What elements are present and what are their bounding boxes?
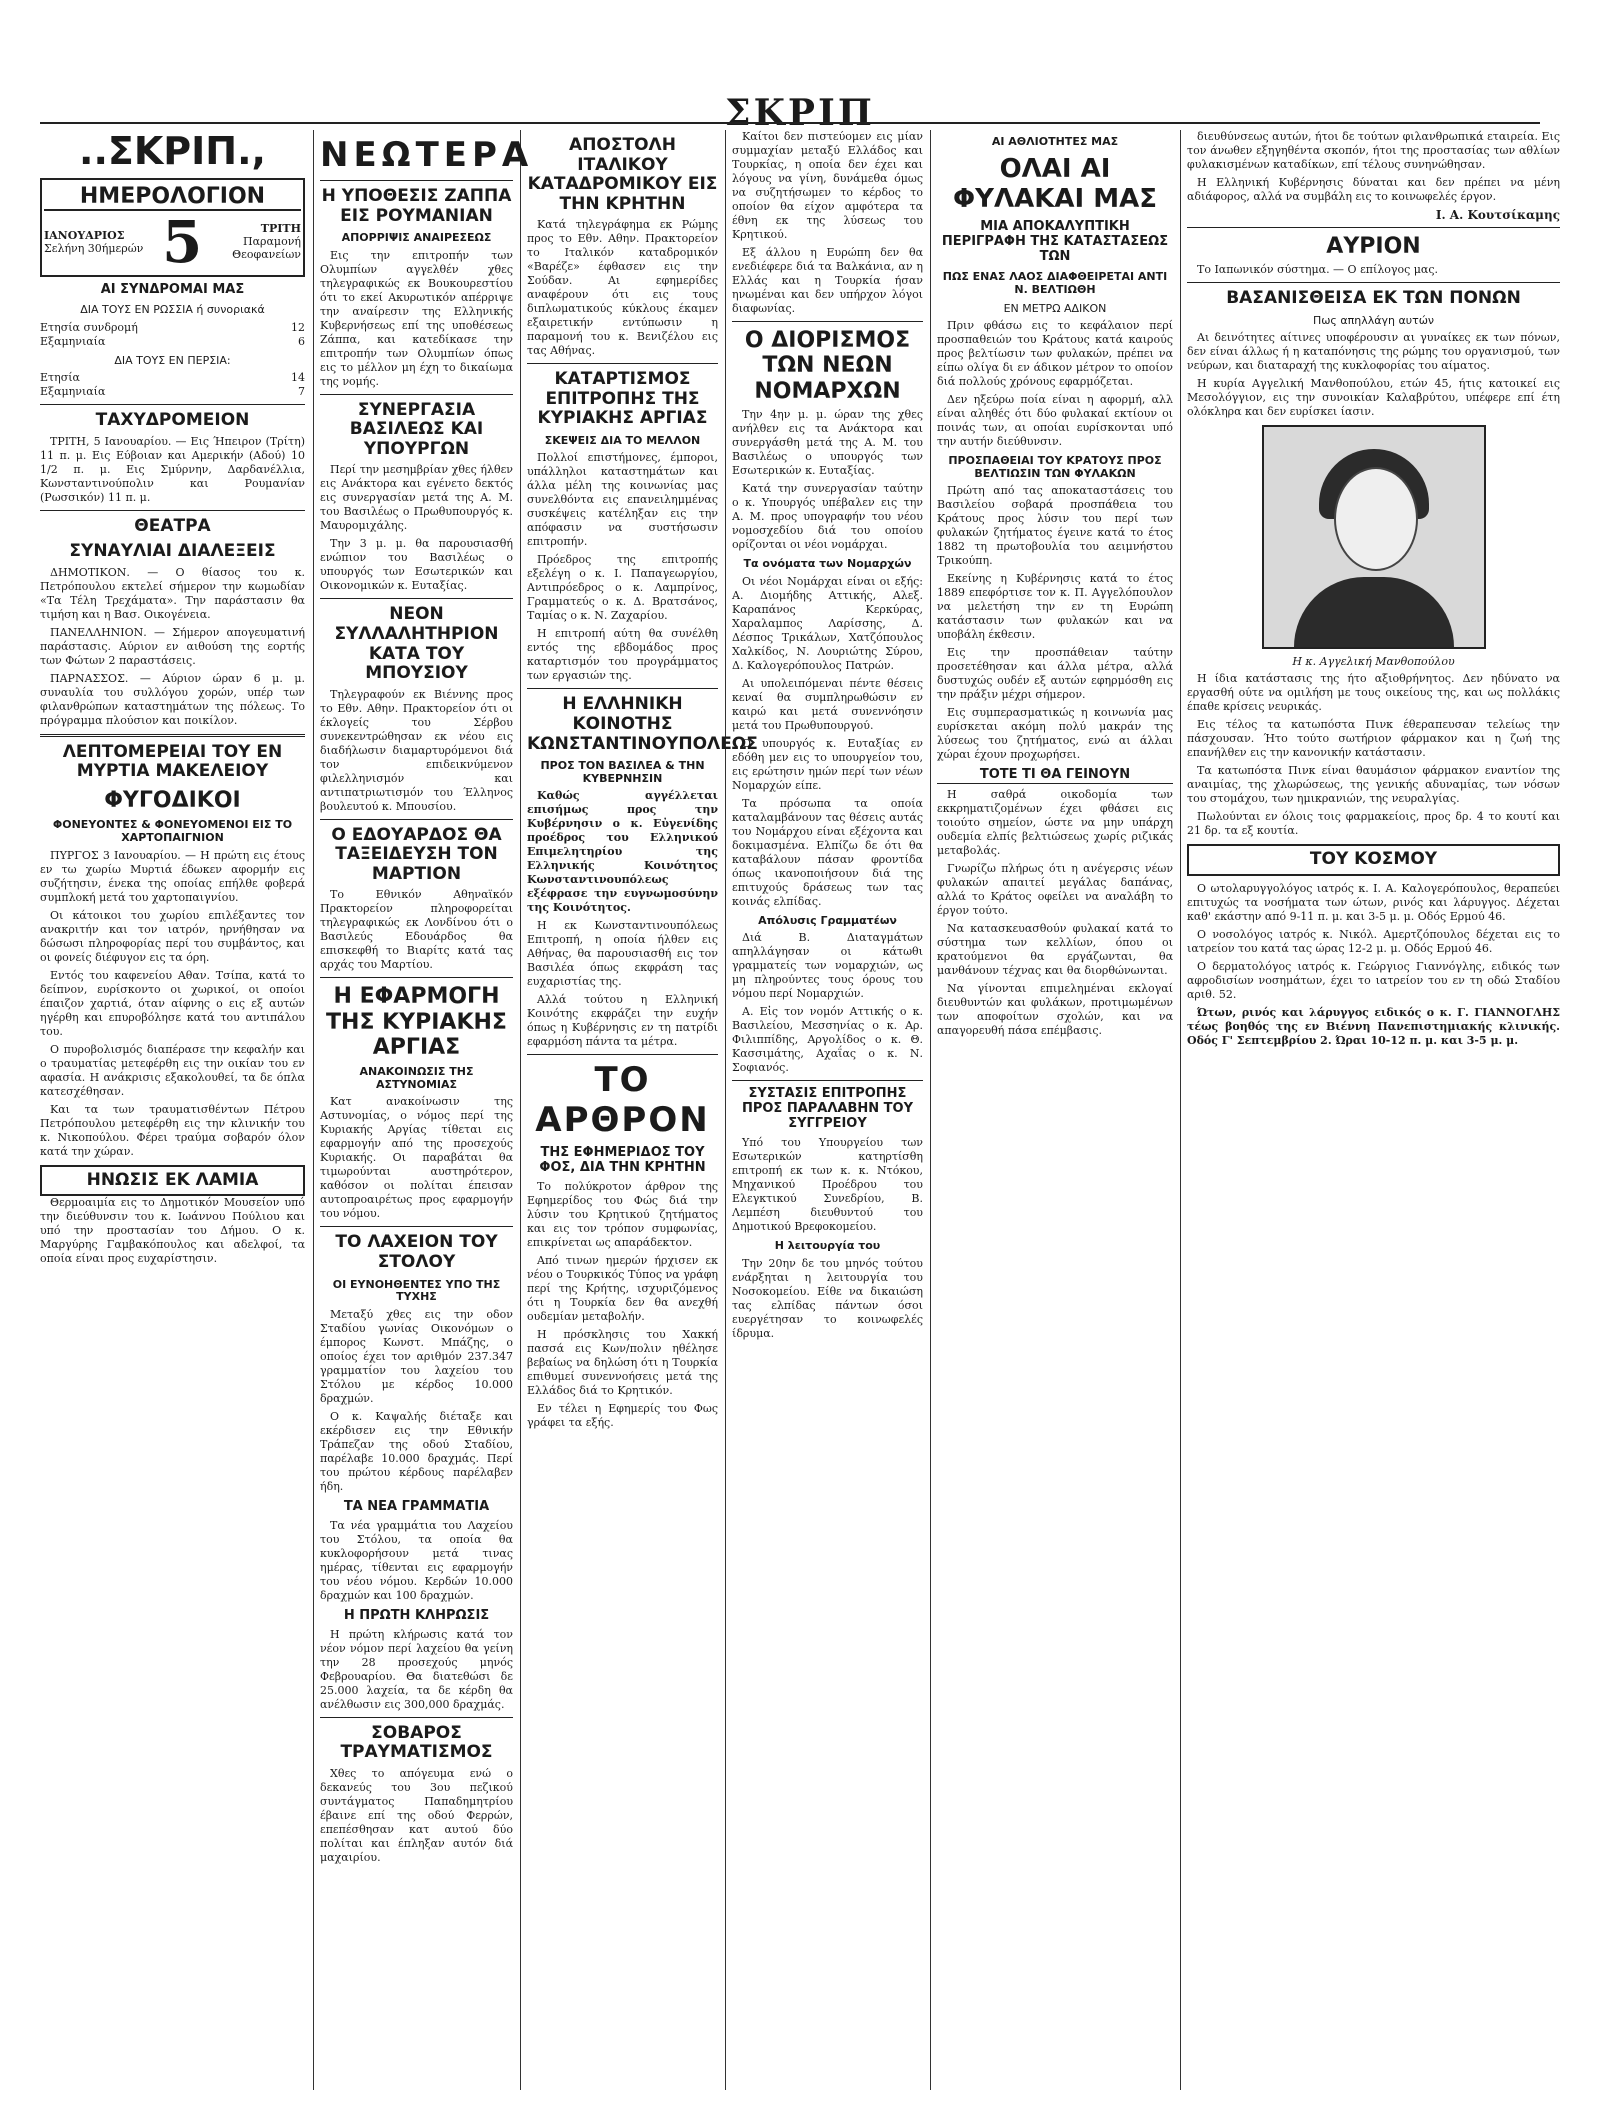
article-paragraph: Την 4ην μ. μ. ώραν της χθες ανήλθεν εις τα Ανάκτορα και συνεργάσθη μετά της Α. Μ. του Βασιλέως ο υπουργός των Εσωτερικών κ. Ευταξίας.	[732, 407, 923, 477]
portrait-image	[1262, 425, 1486, 649]
article-paragraph: Γνωρίζω πλήρως ότι η ανέγερσις νέων φυλακών απαιτεί μεγάλας δαπάνας, αλλά το Κράτος οφείλει να αναλάβη το έργον τούτο.	[937, 862, 1173, 918]
divider	[320, 598, 513, 599]
calendar-feast: Παραμονή Θεοφανείων	[232, 235, 301, 262]
lamia-box	[40, 1165, 305, 1197]
article-paragraph: Τηλεγραφούν εκ Βιέννης προς το Εθν. Αθην. Πρακτορείον ότι οι έκλογείς του Σέρβου συνεκεντρώθησαν εκ νέου εις διαδήλωσιν διαμαρτυρόμενοι διά τον επιδεικνύμενον φιλελληνισμόν και αντιπατριωτισμόν του Έλληνος βουλευτού κ. Μπουσίου.	[320, 687, 513, 813]
article-paragraph: Την 3 μ. μ. θα παρουσιασθή ενώπιον του Βασιλέως ο υπουργός των Εσωτερικών και Οικονομικών κ. Ευταξίας.	[320, 537, 513, 593]
article-paragraph: Κατ ανακοίνωσιν της Αστυνομίας, ο νόμος περί της Κυριακής Αργίας τίθεται εις εφαρμογήν από της προσεχούς Κυριακής. Οι παραβάται θα τιμωρούνται αυστηρότερον, καθόσον οι πολίται έπεισαν αυτοπροαιρέτως προς εφαρμογήν του νόμου.	[320, 1095, 513, 1221]
divider	[320, 1226, 513, 1227]
article-paragraph: Αι δεινότητες αίτινες υποφέρουσιν αι γυναίκες εκ των πόνων, δεν είναι άλλως ή η καταπόνησις της ρώμης του οργανισμού, των νεύρων, και διαταραχή της κυκλοφορίας του αίματος.	[1187, 331, 1560, 373]
article-paragraph: Εντός του καφενείου Αθαν. Τσίπα, κατά το δείπνον, ευρίσκοντο οι χωρικοί, οι οποίοι έπαιζον χαρτιά, όταν αίφνης ο εις εξ αυτών ηγέρθη και επυροβόλησε κατά του αντιπάλου του.	[40, 968, 305, 1038]
article-paragraph: Ο ωτολαρυγγολόγος ιατρός κ. Ι. Α. Καλογερόπουλος, θεραπεύει επιτυχώς τα νοσήματα των ώτων, ρινός και λάρυγγος. Δέχεται καθ' εκάστην από 9-11 π. μ. και 3-5 μ. μ. Οδός Ερμού 46.	[1187, 882, 1560, 924]
subscription-row	[40, 321, 305, 335]
article-paragraph: διευθύνσεως αυτών, ήτοι δε τούτων φιλανθρωπικά εταιρεία. Εις τον άνωθεν εξηγηθέντα σκοπόν, ήτοι της προστασίας των αθλίων φυλακισμένων καταδίκων, επί τέλους συνηνώθησαν.	[1187, 130, 1560, 171]
article-paragraph: Πρώτη από τας αποκαταστάσεις του Βασιλείου σοβαρά προσπάθεια του Κράτους προς λύσιν του περί των φυλακών ζητήματος έγεινε κατά το έτος 1882 τη πρωτοβουλία του αειμνήστου Τρικούπη.	[937, 484, 1173, 568]
divider	[320, 1717, 513, 1718]
divider	[40, 734, 305, 737]
article-paragraph: Καίτοι δεν πιστεύομεν εις μίαν συμμαχίαν μεταξύ Ελλάδος και Τουρκίας, η οποία δεν έχει και λόγους να γίνη, δυνάμεθα όμως να συζητήσωμεν το κέρδος το οποίον θα είχον αμφότερα τα έθνη εκ της λύσεως του Κρητικού.	[732, 130, 923, 241]
divider	[527, 1054, 718, 1055]
article-paragraph: Το Εθνικόν Αθηναϊκόν Πρακτορείον πληροφορείται τηλεγραφικώς εκ Λονδίνου ότι ο Βασιλεύς Εδουάρδος θα επισκεφθή το Βιαρίτς κατά τας αρχάς του Μαρτίου.	[320, 888, 513, 972]
column-rule	[1180, 130, 1181, 2090]
calendar-day: 5	[162, 207, 203, 276]
prison-subtitle: ΕΝ ΜΕΤΡΩ ΑΔΙΚΟΝ	[1003, 301, 1107, 315]
article-paragraph: Η επιτροπή αύτη θα συνέλθη εντός της εβδομάδος προς καταρτισμόν του προγράμματος των εργασιών της.	[527, 627, 718, 683]
article-paragraph: Οι νέοι Νομάρχαι είναι οι εξής: Α. Διομήδης Αττικής, Αλεξ. Καραπάνος Κερκύρας, Χαραλαμπος Λαρίσσης, Δ. Δέσπος Τρικάλων, Χατζόπουλος Χαλκίδος, Ν. Λουριώτης Σύρου, Δ. Καλογερόπουλος Πατρών.	[732, 574, 923, 672]
sub-label: Ετησία	[40, 371, 80, 385]
article-paragraph: Ο υπουργός κ. Ευταξίας εν εδόθη μεν εις το υπουργείον του, εις ερώτησιν ημών περί των νέων Νομαρχών είπε.	[732, 736, 923, 792]
article-paragraph: Κατά την συνεργασίαν ταύτην ο κ. Υπουργός υπέβαλεν εις την Α. Μ. προς υπογραφήν του νέου νομοσχεδίου διά του οποίου ορίζονται οι νέοι νομάρχαι.	[732, 481, 923, 551]
portrait-face	[1334, 467, 1418, 571]
article-paragraph: Αλλά τούτου η Ελληνική Κοινότης εκφράζει την ευχήν όπως η Κυβέρνησις εν τη πατρίδι εφαρμόση πάντα τα μέτρα.	[527, 993, 718, 1049]
article-paragraph: Η εκ Κωνσταντινουπόλεως Επιτροπή, η οποία ήλθεν εις Αθήνας, θα παρουσιασθή εις τον Βασιλέα όπως εκφράση τας ευχαριστίας της.	[527, 919, 718, 989]
article-subtitle: ΤΗΣ ΕΦΗΜΕΡΙΔΟΣ ΤΟΥ ΦΟΣ, ΔΙΑ ΤΗΝ ΚΡΗΤΗΝ	[539, 1145, 706, 1176]
calendar-moon: Σελήνη 30ήμερών	[44, 241, 144, 255]
calendar-title: ΗΜΕΡΟΛΟΓΙΟΝ	[44, 184, 301, 211]
world-box	[1187, 844, 1560, 876]
article-paragraph: Εις τέλος τα κατωπόστα Πινκ έθεραπευσαν τελείως την πάσχουσαν. Ήτο τούτο σωτήριον φάρμακον και η ζωή της επανήλθεν εις την κανονικήν κατάστασιν.	[1187, 718, 1560, 760]
article-paragraph: Ο νοσολόγος ιατρός κ. Νικόλ. Αμερτζόπουλος δέχεται εις το ιατρείον του κατά τας ώρας 12-2 μ. μ. Οδός Ερμού 46.	[1187, 928, 1560, 956]
divider	[320, 394, 513, 395]
divider	[320, 180, 513, 181]
subscription-row	[40, 371, 305, 385]
article-paragraph: Ώτων, ρινός και λάρυγγος ειδικός ο κ. Γ. ΓΙΑΝΝΟΓΛΗΣ τέως βοηθός της εν Βιέννη Πανεπιστημιακής κλινικής. Οδός Γ' Σεπτεμβρίου 2. Ώραι 10-12 π. μ. και 3-5 μ. μ.	[1187, 1006, 1560, 1048]
theatre-title: ΘΕΑΤΡΑ	[134, 515, 211, 536]
tortured-title: ΒΑΣΑΝΙΣΘΕΙΣΑ ΕΚ ΤΩΝ ΠΟΝΩΝ	[1226, 288, 1521, 309]
column-rule	[930, 130, 931, 2090]
article-paragraph: Να γίνονται επιμελημέναι εκλογαί διευθυντών και φυλάκων, προτιμωμένων των αποφοίτων σχολών, και να απαγορευθή πάσα επέμβασις.	[937, 982, 1173, 1038]
subscription-row	[40, 385, 305, 399]
fleet-title: ΤΟ ΛΑΧΕΙΟΝ ΤΟΥ ΣΤΟΛΟΥ	[335, 1232, 498, 1273]
sub-label: Ετησία συνδρομή	[40, 320, 138, 334]
article-paragraph: Εξ άλλου η Ευρώπη δεν θα ενεδιέφερε διά τα Βαλκάνια, αν η Ελλάς και η Τουρκία ήσαν ηνωμέναι και δεν υπήρχον λόγοι διαφωνίας.	[732, 246, 923, 315]
letters-title: ΤΑ ΝΕΑ ΓΡΑΜΜΑΤΙΑ	[343, 1498, 490, 1514]
divider	[527, 688, 718, 689]
column-5	[937, 130, 1173, 2090]
divider	[1187, 227, 1560, 228]
article-paragraph: ΠΥΡΓΟΣ 3 Ιανουαρίου. — Η πρώτη εις έτους εν τω χωρίω Μυρτιά έδωκεν αφορμήν εις συζήτησιν, ένεκα της οποίας επήλθε φοβερά συμπλοκή μετά του χαρτοπαιγνίου.	[40, 848, 305, 904]
subscriptions-russia: ΔΙΑ ΤΟΥΣ ΕΝ ΡΩΣΣΙΑ ή συνοριακά	[80, 302, 265, 316]
article-paragraph: Υπό του Υπουργείου των Εσωτερικών κατηρτίσθη επιτροπή εκ των κ. κ. Ντόκου, Μηχανικού Προέδρου του Ελεγκτικού Συνεδρίου, Β. Λεμπέση διευθυντού του Δημοτικού Βρεφοκομείου.	[732, 1135, 923, 1233]
theatre-text: ΠΑΝΕΛΛΗΝΙΟΝ. — Σήμερον απογευματινή παράστασις. Αύριον εν αιθούση της εορτής των Φώτων 2 παραστάσεις.	[40, 625, 305, 667]
article-paragraph: Πολλοί επιστήμονες, έμποροι, υπάλληλοι καταστημάτων και άλλα μέλη της κοινωνίας μας συνελθόντα εις επανειλημμένας συσκέψεις κατέληξαν εις την απόφασιν να συστήσωσιν επιτροπήν.	[527, 451, 718, 549]
article-paragraph: Τα κατωπόστα Πινκ είναι θαυμάσιον φάρμακον εναντίον της αναιμίας, της χλωρώσεως, της γενικής αδυναμίας, των νόσων του στομάχου, των ημικρανιών, της νευραλγίας.	[1187, 764, 1560, 806]
calendar-box	[40, 178, 305, 277]
world-title: ΤΟΥ ΚΟΣΜΟΥ	[1309, 849, 1438, 870]
prison-subtitle: ΜΙΑ ΑΠΟΚΑΛΥΠΤΙΚΗ ΠΕΡΙΓΡΑΦΗ ΤΗΣ ΚΑΤΑΣΤΑΣΕΩΣ ΤΩΝ	[941, 219, 1169, 265]
subscriptions-persia: ΔΙΑ ΤΟΥΣ ΕΝ ΠΕΡΣΙΑ:	[114, 353, 231, 367]
prison-kicker: ΑΙ ΑΘΛΙΟΤΗΤΕΣ ΜΑΣ	[991, 135, 1119, 148]
article-paragraph: Αι υπολειπόμεναι πέντε θέσεις κεναί θα συμπληρωθώσιν εν καιρώ και μετά συνεννόησιν μετά του Πρωθυπουργού.	[732, 676, 923, 732]
sub-price: 12	[291, 320, 305, 334]
article-paragraph: Να κατασκευασθούν φυλακαί κατά το σύστημα των κελλίων, όπου οι κρατούμενοι θα εργάζωνται, θα μανθάνουν τέχνας και θα διορθώνωνται.	[937, 922, 1173, 978]
sunday-title: Η ΕΦΑΡΜΟΓΗ ΤΗΣ ΚΥΡΙΑΚΗΣ ΑΡΓΙΑΣ	[326, 984, 507, 1060]
inauguration-title: Η λειτουργία του	[774, 1238, 881, 1252]
article-title: ΤΟ ΑΡΘΡΟΝ	[535, 1060, 710, 1141]
tomorrow-title: ΑΥΡΙΟΝ	[1326, 234, 1421, 259]
article-paragraph: Πωλούνται εν όλοις τοις φαρμακείοις, προς δρ. 4 το κουτί και 21 δρ. τα εξ κουτία.	[1187, 810, 1560, 838]
divider	[40, 510, 305, 511]
article-paragraph: Η πρώτη κλήρωσις κατά τον νέον νόμον περί λαχείου θα γείνη την 28 προσεχούς μηνός Φεβρουαρίου. Θα διατεθώσι δε 25.000 λαχεία, τα δε κέρδη θα ανέλθωσιν εις 300,000 δραχμάς.	[320, 1627, 513, 1711]
const-subtitle: ΠΡΟΣ ΤΟΝ ΒΑΣΙΛΕΑ & ΤΗΝ ΚΥΒΕΡΝΗΣΙΝ	[540, 759, 705, 785]
calendar-weekday: ΤΡΙΤΗ	[260, 222, 301, 236]
concerts-title: ΣΥΝΑΥΛΙΑΙ ΔΙΑΛΕΞΕΙΣ	[69, 541, 276, 562]
article-paragraph: Το πολύκροτον άρθρον της Εφημερίδος του Φώς διά την λύσιν του Κρητικού ζητήματος και εις τον τρόπον συμφωνίας, επικρίνεται ως απαράδεκτον.	[527, 1180, 718, 1250]
sub-price: 14	[291, 371, 305, 385]
portrait-caption: Η κ. Αγγελική Μανθοπούλου	[1292, 655, 1455, 669]
prison-title: ΟΛΑΙ ΑΙ ΦΥΛΑΚΑΙ ΜΑΣ	[953, 153, 1157, 214]
article-paragraph: Κατά τηλεγράφημα εκ Ρώμης προς το Εθν. Αθην. Πρακτορείον το Ιταλικόν καταδρομικόν «Βαρέζε» έφθασεν εις την Σούδαν. Αι εφημερίδες αναφέρουν ότι εις τους διπλωματικούς κύκλους έκαμεν εξαιρετικήν εντύπωσιν η παραμονή του κ. Βενιζέλου εις τας Αθήνας.	[527, 218, 718, 358]
column-4	[732, 130, 923, 2090]
column-1	[40, 130, 305, 2090]
wound-title: ΣΟΒΑΡΟΣ ΤΡΑΥΜΑΤΙΣΜΟΣ	[340, 1722, 493, 1763]
article-paragraph: Ο κ. Καψαλής διέταξε και εκέρδισεν εις την Εθνικήν Τράπεζαν της οδού Σταδίου, παρέλαβε 10.000 δραχμάς. Περί του πρώτου κέρδους παρέλαβεν ήδη.	[320, 1409, 513, 1493]
coop-title: ΣΥΝΕΡΓΑΣΙΑ ΒΑΣΙΛΕΩΣ ΚΑΙ ΥΠΟΥΡΓΩΝ	[349, 399, 484, 459]
theatre-text: ΠΑΡΝΑΣΣΟΣ. — Αύριον ώραν 6 μ. μ. συναυλία του συλλόγου χορών, υπέρ των φιλανθρώπων καταστημάτων της πόλεως. Το πρόγραμμα πλούσιον και ποικίλον.	[40, 671, 305, 727]
article-paragraph: Μεταξύ χθες εις την οδον Σταδίου γωνίας Οικονόμων ο έμπορος Κωνστ. Μπάζης, ο οποίος έχει τον αριθμόν 237.347 γραμματίον του λαχείου του Στόλου με κέρδος 10.000 δραχμών.	[320, 1307, 513, 1405]
fugitives-subtitle: ΦΟΝΕΥΟΝΤΕΣ & ΦΟΝΕΥΟΜΕΝΟΙ ΕΙΣ ΤΟ ΧΑΡΤΟΠΑΙΓΝΙΟΝ	[52, 818, 293, 844]
zappa-subtitle: ΑΠΟΡΡΙΨΙΣ ΑΝΑΙΡΕΣΕΩΣ	[341, 231, 492, 245]
article-paragraph: Εκείνης η Κυβέρνησις κατά το έτος 1889 επεφόρτισε τον κ. Π. Αγγελόπουλον να μελετήση την εν τη Ευρώπη κατάστασιν των φυλακών και να υποβάλη έκθεσιν.	[937, 572, 1173, 642]
divider	[320, 819, 513, 820]
logo: ..ΣΚΡΙΠ.,	[79, 129, 266, 173]
article-paragraph: Η σαθρά οικοδομία των εκκρηματιζομένων έχει φθάσει εις τοιούτο σημείον, ώστε να μην υπάρχη ουδεμία ελπίς βελτιώσεως χωρίς ριζικάς μεταβολάς.	[937, 788, 1173, 858]
column-2	[320, 130, 534, 2090]
article-paragraph: Το Ιαπωνικόν σύστημα. — Ο επίλογος μας.	[1197, 263, 1438, 277]
article-paragraph: Πρόεδρος της επιτροπής εξελέγη ο κ. Ι. Παπαγεωργίου, Αντιπρόεδρος ο κ. Λαμπρίνος, Γραμματεύς ο κ. Δ. Βρατσάνος, Ταμίας ο κ. Ν. Ζαχαρίου.	[527, 553, 718, 623]
column-3	[527, 130, 758, 2090]
article-paragraph: Εις την προσπάθειαν ταύτην προσετέθησαν και άλλα μέτρα, αλλά δυστυχώς ουδέν εξ αυτών εφηρμόσθη εις την πράξιν μέχρι σήμερον.	[937, 646, 1173, 702]
market-title: ΛΕΠΤΟΜΕΡΕΙΑΙ ΤΟΥ ΕΝ ΜΥΡΤΙΑ ΜΑΚΕΛΕΙΟΥ	[62, 741, 283, 782]
divider	[1187, 282, 1560, 283]
committee-title: ΚΑΤΑΡΤΙΣΜΟΣ ΕΠΙΤΡΟΠΗΣ ΤΗΣ ΚΥΡΙΑΚΗΣ ΑΡΓΙΑΣ	[537, 369, 708, 429]
divider	[527, 363, 718, 364]
column-rule	[313, 130, 314, 2090]
nomarch-names-title: Τα ονόματα των Νομαρχών	[743, 556, 912, 570]
neotera-title: ΝΕΩΤΕΡΑ	[320, 135, 534, 175]
whattodo-title: ΤΟΤΕ ΤΙ ΘΑ ΓΕΙΝΟΥΝ	[937, 768, 1173, 784]
tortured-subtitle: Πως απηλλάγη αυτών	[1312, 313, 1435, 327]
column-6	[1187, 130, 1560, 2090]
nomarch-title: Ο ΔΙΟΡΙΣΜΟΣ ΤΩΝ ΝΕΩΝ ΝΟΜΑΡΧΩΝ	[744, 328, 911, 404]
article-paragraph: Πριν φθάσω εις το κεφάλαιον περί προσπαθειών του Κράτους κατά καιρούς προς βελτίωσιν των φυλακών, πρέπει να είπω ολίγα δι εν άδικον μέτρον το οποίον διά πολλούς χρόνους εφαρμόζεται.	[937, 319, 1173, 389]
article-paragraph: Τα πρόσωπα τα οποία καταλαμβάνουν τας θέσεις αυτάς του Νομάρχου είναι εξέχοντα και δοκιμασμένα. Ελπίζω δε ότι θα καταβάλουν πάσαν φροντίδα όπως ικανοποιήσουν διά της επιτυχούς δράσεως των τας κοινάς ελπίδας.	[732, 796, 923, 908]
divider	[732, 1080, 923, 1081]
museum-title: ΝΕΟΝ ΣΥΛΛΑΛΗΤΗΡΙΟΝ ΚΑΤΑ ΤΟΥ ΜΠΟΥΣΙΟΥ	[334, 604, 499, 684]
edward-title: Ο ΕΔΟΥΑΡΔΟΣ ΘΑ ΤΑΞΕΙΔΕΥΣΗ ΤΟΝ ΜΑΡΤΙΟΝ	[331, 824, 502, 884]
theatre-text: ΔΗΜΟΤΙΚΟΝ. — Ο θίασος του κ. Πετρόπουλου εκτελεί σήμερον την κωμωδίαν «Τα Τέλη Τρεχάματα». Την παράστασιν θα τιμήση και η Βασ. Οικογένεια.	[40, 565, 305, 621]
post-title: ΤΑΧΥΔΡΟΜΕΙΟΝ	[95, 410, 250, 431]
sub-label: Εξαμηνιαία	[40, 334, 106, 348]
prison-subtitle: ΠΡΟΣΠΑΘΕΙΑΙ ΤΟΥ ΚΡΑΤΟΥΣ ΠΡΟΣ ΒΕΛΤΙΩΣΙΝ ΤΩΝ ΦΥΛΑΚΩΝ	[948, 454, 1162, 480]
zappa-title: Η ΥΠΟΘΕΣΙΣ ΖΑΠΠΑ ΕΙΣ ΡΟΥΜΑΝΙΑΝ	[321, 186, 512, 226]
article-paragraph: Η Ελληνική Κυβέρνησις δύναται και δεν πρέπει να μένη αδιάφορος, αλλά να συμβάλη εις το κοινωφελές έργον.	[1187, 176, 1560, 203]
article-paragraph: Χθες το απόγευμα ενώ ο δεκανεύς του 3ου πεζικού συντάγματος Παπαδημητρίου έβαινε επί της οδού Φερρών, επεπέσθησαν κατ αυτού δύο πολίται και έπληξαν αυτόν διά μαχαιρίου.	[320, 1766, 513, 1864]
article-paragraph: Η ίδια κατάστασις της ήτο αξιοθρήνητος. Δεν ηδύνατο να εργασθή ούτε να ομιλήση με τους οικείους της, και ως πολλάκις έπαθε κρίσεις νευρικάς.	[1187, 672, 1560, 714]
fugitives-title: ΦΥΓΟΔΙΚΟΙ	[104, 787, 241, 813]
divider	[732, 321, 923, 322]
calendar-row	[44, 207, 301, 276]
article-paragraph: Ο δερματολόγος ιατρός κ. Γεώργιος Γιαννόγλης, ειδικός των αφροδισίων νοσημάτων, έχει το ιατρείον του εν τη οδώ Σταδίου αριθ. 52.	[1187, 960, 1560, 1002]
article-paragraph: Περί την μεσημβρίαν χθες ήλθεν εις Ανάκτορα και εγένετο δεκτός εις συνεργασίαν μετά της Α. Μ. του Βασιλέως ο Πρωθυπουργός κ. Μαυρομιχάλης.	[320, 463, 513, 533]
article-paragraph: Και τα των τραυματισθέντων Πέτρου Πετρόπουλου μετεφέρθη εις την κλινικήν του κ. Νικοπούλου. Φέρει τραύμα σοβαρόν όλον κατά την χώραν.	[40, 1102, 305, 1158]
article-paragraph: Οι κάτοικοι του χωρίου επιλέξαντες τον ανακριτήν και τον ιατρόν, ηρνήθησαν να δώσωσι πληροφορίας περί του συμβάντος, και οι φονείς διέφυγον εις τα όρη.	[40, 908, 305, 964]
lamia-title: ΗΝΩΣΙΣ ΕΚ ΛΑΜΙΑ	[86, 1169, 259, 1190]
commission-title: ΣΥΣΤΑΣΙΣ ΕΠΙΤΡΟΠΗΣ ΠΡΟΣ ΠΑΡΑΛΑΒΗΝ ΤΟΥ ΣΥΓΓΡΕΙΟΥ	[741, 1086, 914, 1132]
sunday-subtitle: ΑΝΑΚΟΙΝΩΣΙΣ ΤΗΣ ΑΣΤΥΝΟΜΙΑΣ	[359, 1065, 474, 1091]
sub-label: Εξαμηνιαία	[40, 385, 106, 399]
sub-price: 6	[298, 334, 305, 348]
article-paragraph: Δεν ηξεύρω ποία είναι η αφορμή, αλλ είναι αληθές ότι δύο φυλακαί εκτίουν οι ποινάς των, αι οποίαι ευρίσκονται υπό την αυτήν διεύθυνσιν.	[937, 393, 1173, 449]
prison-subtitle: ΠΩΣ ΕΝΑΣ ΛΑΟΣ ΔΙΑΦΘΕΙΡΕΤΑΙ ΑΝΤΙ Ν. ΒΕΛΤΙΩΘΗ	[942, 270, 1168, 296]
article-paragraph: Εις συμπερασματικώς η κοινωνία μας ευρίσκεται ακόμη πολύ μακράν της λύσεως του ζητήματος, ενώ αι άλλαι χώραι έχουν προχωρήσει.	[937, 706, 1173, 762]
article-paragraph: Α. Εἰς τον νομόν Αττικής ο κ. Βασιλείου, Μεσσηνίας ο κ. Αρ. Φιλιππίδης, Αργολίδος ο κ. Θ. Κασσιμάτης, Αχαΐας ο κ. Ν. Σοφιανός.	[732, 1005, 923, 1075]
nomarch-subtitle: Απόλυσις Γραμματέων	[758, 913, 897, 927]
article-paragraph: Διά Β. Διαταγμάτων απηλλάγησαν οι κάτωθι γραμματείς των νομαρχιών, ως μη πληρούντες τους όρους του νόμου περί Νομαρχιών.	[732, 931, 923, 1001]
portrait-body	[1294, 577, 1454, 647]
article-paragraph: Εις την επιτροπήν των Ολυμπίων αγγελθέν χθες τηλεγραφικώς εκ Βουκουρεστίου ότι το εκεί Ακυρωτικόν απέρριψε την αναίρεσιν της Ελληνικής Κυβερνήσεως επί της υποθέσεως Ζάππα, και κατεδίκασε την επιτροπήν των Ολυμπίων όπως εις το μέλλον μη έχη το δικαίωμα της νομής.	[320, 248, 513, 388]
subscription-row	[40, 335, 305, 349]
column-rule	[520, 130, 521, 2090]
masthead: ΣΚΡΙΠ	[725, 92, 875, 134]
draw-title: Η ΠΡΩΤΗ ΚΛΗΡΩΣΙΣ	[343, 1607, 490, 1623]
article-paragraph: Την 20ην δε του μηνός τούτου ενάρξηται η λειτουργία του Νοσοκομείου. Είθε να δικαιώση τας ελπίδας πάντων όσοι ευεργέτησαν το κοινωφελές ίδρυμα.	[732, 1256, 923, 1340]
sub-price: 7	[298, 385, 305, 399]
article-paragraph: Εν τέλει η Εφημερίς του Φως γράφει τα εξής.	[527, 1402, 718, 1430]
signature: Ι. Α. Κουτσίκαμης	[1435, 208, 1560, 222]
divider	[320, 977, 513, 978]
calendar-month: ΙΑΝΟΥΑΡΙΟΣ	[44, 228, 125, 242]
troops-title: ΑΠΟΣΤΟΛΗ ΙΤΑΛΙΚΟΥ ΚΑΤΑΔΡΟΜΙΚΟΥ ΕΙΣ ΤΗΝ ΚΡΗΤΗΝ	[527, 135, 718, 214]
subscriptions-title: ΑΙ ΣΥΝΔΡΟΜΑΙ ΜΑΣ	[100, 281, 245, 297]
top-rule	[40, 122, 1540, 124]
article-paragraph: Από τινων ημερών ήρχισεν εκ νέου ο Τουρκικός Τύπος να γράφη περί της Κρήτης, ισχυριζόμενος ότι η Τουρκία δεν θα ανεχθή ουδεμίαν μεταβολήν.	[527, 1254, 718, 1324]
article-paragraph: Ο πυροβολισμός διαπέρασε την κεφαλήν και ο τραυματίας μετεφέρθη εις την οικίαν του εν αφασία. Η ανάκρισις εξακολουθεί, τα δε όπλα κατεσχέθησαν.	[40, 1042, 305, 1098]
article-paragraph: Η πρόσκλησις του Χακκή πασσά εις Κων/πολιν ηθέλησε βεβαίως να δηλώση ότι η Τουρκία επιθυμεί συνεννοήσεις μετά της Ελλάδος διά το Κρητικόν.	[527, 1328, 718, 1398]
divider	[40, 404, 305, 405]
article-paragraph: Τα νέα γραμμάτια του Λαχείου του Στόλου, τα οποία θα κυκλοφορήσουν μετά τινας ημέρας, τίθενται εις εφαρμογήν του νέου νόμου. Κερδών 10.000 δραχμών και 100 δραχμών.	[320, 1518, 513, 1602]
post-text: ΤΡΙΤΗ, 5 Ιανουαρίου. — Εις Ήπειρον (Τρίτη) 11 π. μ. Εις Εύβοιαν και Αμερικήν (Αδού) 10 1/2 π. μ. Εις Σμύρνην, Δαρδανέλλια, Κωνσταντινούπολιν και Ρουμανίαν (Ρωσσικόν) 11 π. μ.	[40, 434, 305, 504]
article-paragraph: Θερμοαιμία εις το Δημοτικόν Μουσείον υπό την διεύθυνσιν του κ. Ιωάννου Πούλιου και υπό την προστασίαν του Δήμου. Ο κ. Μαργύρης Γαμβακόπουλος και αδελφοί, τα οποία είναι προς ευχαρίστησιν.	[40, 1196, 305, 1266]
column-rule	[725, 130, 726, 2090]
article-paragraph: Καθώς αγγέλλεται επισήμως προς την Κυβέρνησιν ο κ. Εὐγενίδης προέδρος του Ελληνικού Επιμελητηρίου της Ελληνικής Κοινότητος Κωνσταντινουπόλεως εξέφρασε την ευγνωμοσύνην της Κοινότητος.	[527, 789, 718, 915]
const-title: Η ΕΛΛΗΝΙΚΗ ΚΟΙΝΟΤΗΣ ΚΩΝΣΤΑΝΤΙΝΟΥΠΟΛΕΩΣ	[527, 694, 758, 754]
committee-subtitle: ΣΚΕΨΕΙΣ ΔΙΑ ΤΟ ΜΕΛΛΟΝ	[544, 433, 701, 447]
fleet-subtitle: ΟΙ ΕΥΝΟΗΘΕΝΤΕΣ ΥΠΟ ΤΗΣ ΤΥΧΗΣ	[332, 1277, 501, 1304]
article-paragraph: Η κυρία Αγγελική Μανθοπούλου, ετών 45, ήτις κατοικεί εις Μεσολόγγιον, εις την συνοικίαν Καλαβρύτου, υπέφερε επί έτη ολόκληρα και δεν ευρίσκει ίασιν.	[1187, 377, 1560, 419]
